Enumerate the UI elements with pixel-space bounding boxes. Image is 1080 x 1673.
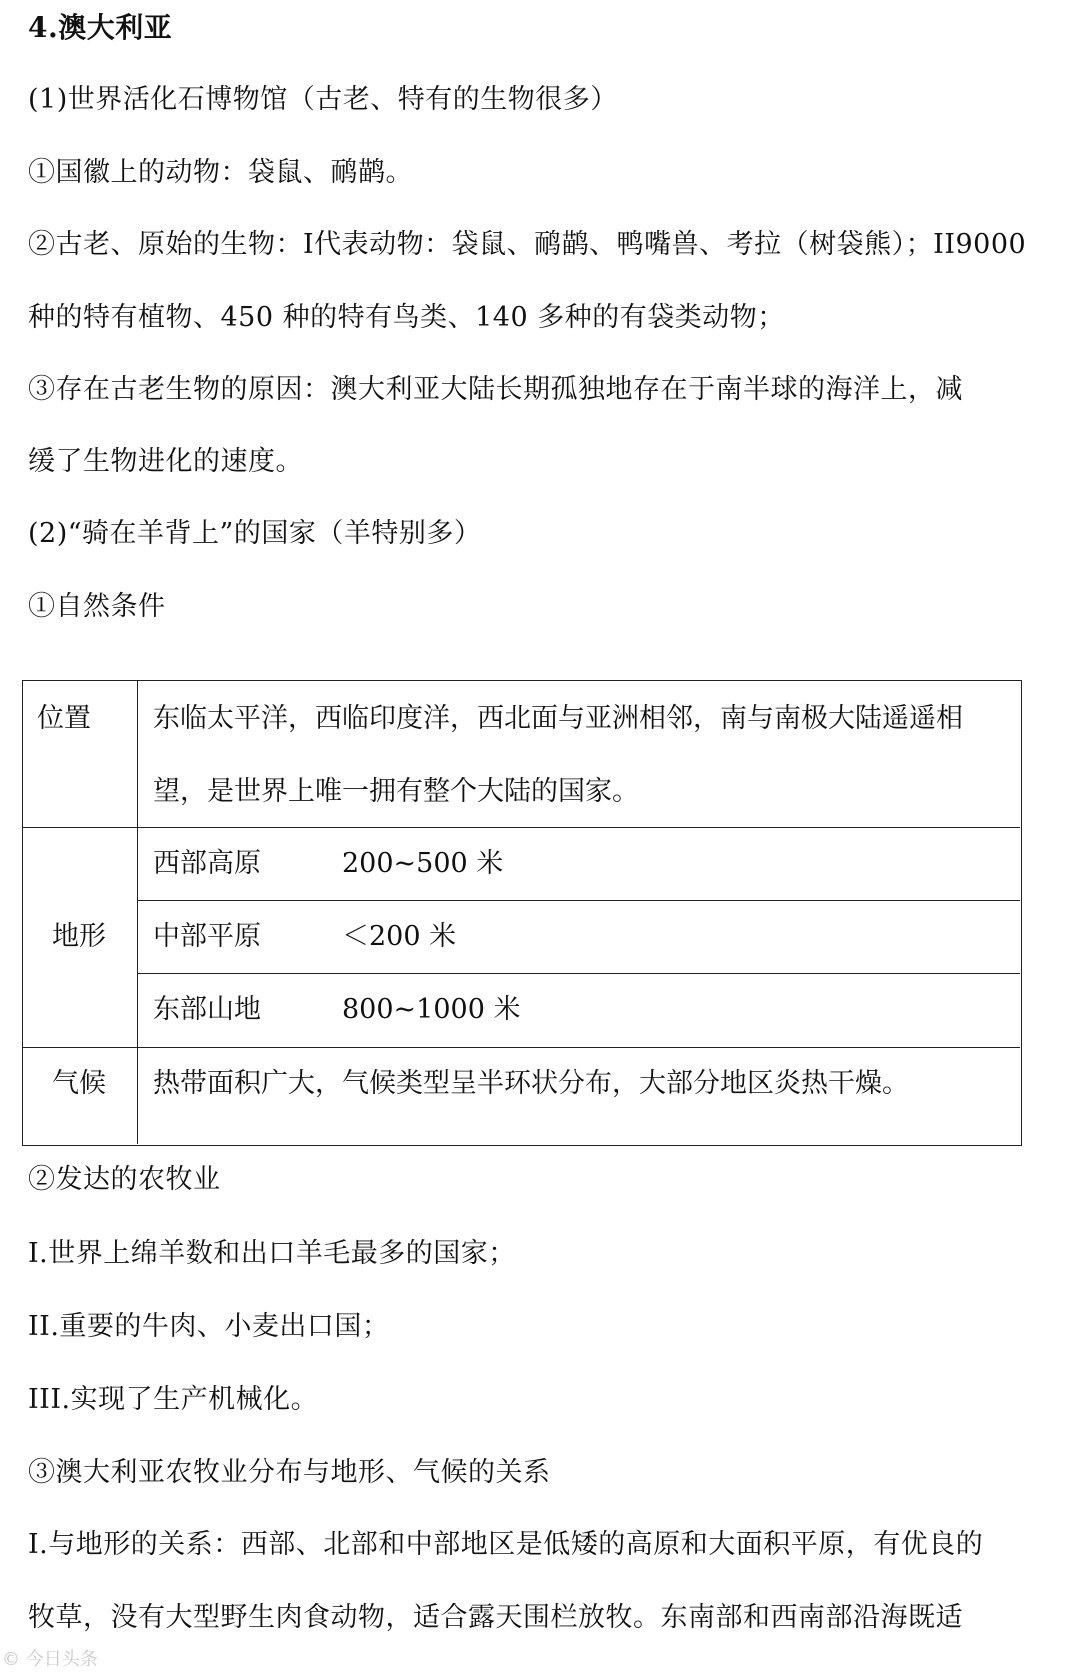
table-label-location: 位置 xyxy=(37,703,91,734)
table-row-terrain-east xyxy=(153,992,521,1028)
natural-conditions-table xyxy=(22,680,1022,1146)
paragraph-line: I.世界上绵羊数和出口羊毛最多的国家； xyxy=(28,1238,516,1269)
table-row-terrain-west xyxy=(153,846,504,882)
list-heading: ③澳大利亚农牧业分布与地形、气候的关系 xyxy=(28,1457,551,1488)
subsection-title-2: (2)“骑在羊背上”的国家（羊特别多） xyxy=(28,518,482,549)
section-heading: 4.澳大利亚 xyxy=(28,11,173,44)
paragraph-line: ①国徽上的动物：袋鼠、鸸鹋。 xyxy=(28,157,413,188)
paragraph-line: I.与地形的关系：西部、北部和中部地区是低矮的高原和大面积平原，有优良的 xyxy=(28,1529,984,1560)
paragraph-line: ②古老、原始的生物：I代表动物：袋鼠、鸸鹋、鸭嘴兽、考拉（树袋熊）；II9000 xyxy=(28,229,1027,260)
terrain-elevation: 200~500 米 xyxy=(342,848,504,879)
table-row-terrain-central xyxy=(153,919,457,955)
terrain-elevation: 800~1000 米 xyxy=(342,994,521,1025)
list-heading: ②发达的农牧业 xyxy=(28,1164,221,1195)
table-label-terrain: 地形 xyxy=(52,921,106,952)
paragraph-line: III.实现了生产机械化。 xyxy=(28,1384,319,1415)
terrain-elevation: ＜200 米 xyxy=(342,921,457,952)
table-row-divider xyxy=(23,827,1020,828)
table-row-divider xyxy=(137,900,1020,901)
table-cell-location-line2: 望，是世界上唯一拥有整个大陆的国家。 xyxy=(153,776,639,807)
watermark-logo: © 今日头条 xyxy=(2,1649,98,1670)
paragraph-line: 缓了生物进化的速度。 xyxy=(28,446,303,477)
table-label-climate: 气候 xyxy=(52,1068,106,1099)
list-heading: ①自然条件 xyxy=(28,591,166,622)
paragraph-line: 种的特有植物、450 种的特有鸟类、140 多种的有袋类动物； xyxy=(28,302,785,333)
paragraph-line: ③存在古老生物的原因：澳大利亚大陆长期孤独地存在于南半球的海洋上，减 xyxy=(28,374,963,405)
terrain-name: 中部平原 xyxy=(153,921,261,952)
table-row-divider xyxy=(137,973,1020,974)
table-column-divider xyxy=(137,681,138,1144)
terrain-name: 东部山地 xyxy=(153,994,261,1025)
paragraph-line: 牧草，没有大型野生肉食动物，适合露天围栏放牧。东南部和西南部沿海既适 xyxy=(28,1602,963,1633)
table-cell-location-line1: 东临太平洋，西临印度洋，西北面与亚洲相邻，南与南极大陆遥遥相 xyxy=(153,703,963,734)
table-row-divider xyxy=(23,1047,1020,1048)
paragraph-line: II.重要的牛肉、小麦出口国； xyxy=(28,1311,390,1342)
terrain-name: 西部高原 xyxy=(153,848,261,879)
subsection-title-1: (1)世界活化石博物馆（古老、特有的生物很多） xyxy=(28,84,618,115)
table-cell-climate: 热带面积广大，气候类型呈半环状分布，大部分地区炎热干燥。 xyxy=(153,1068,909,1099)
